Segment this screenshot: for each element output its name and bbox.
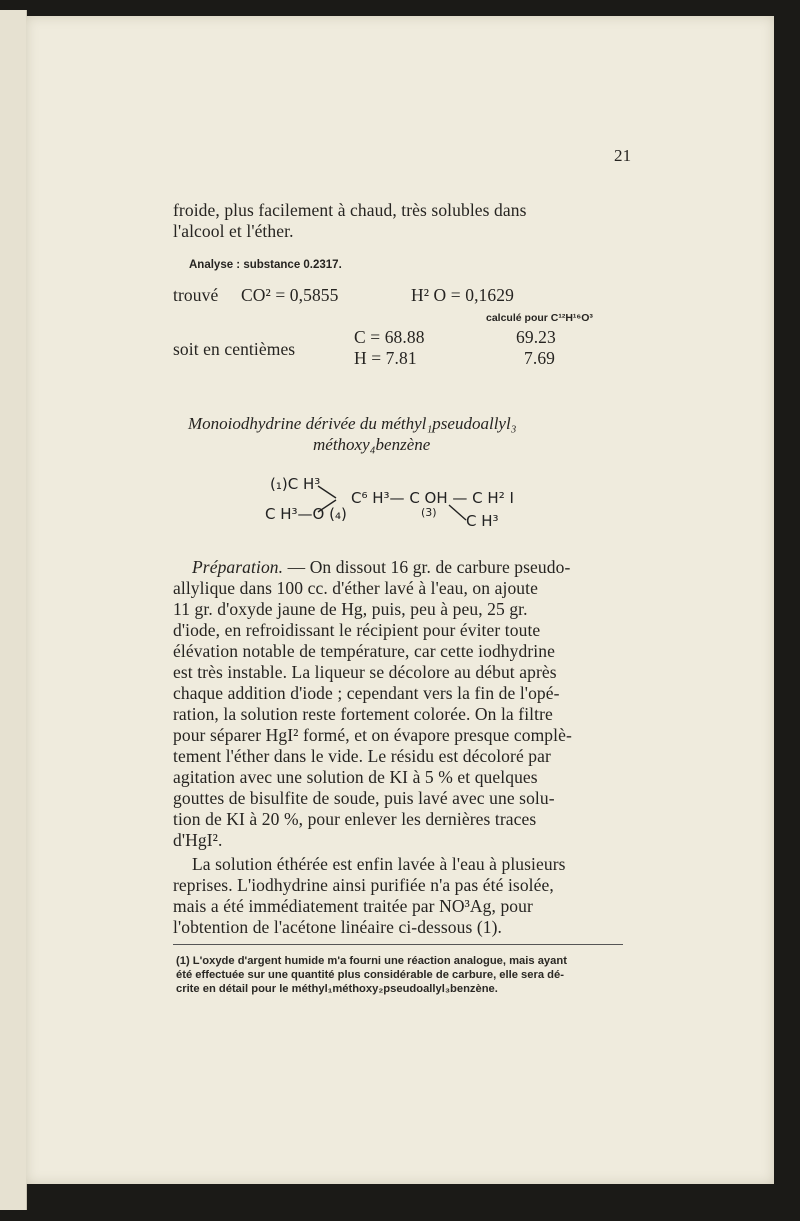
formula-branch-methyl: C H³	[466, 512, 499, 530]
para1-line-2: allylique dans 100 cc. d'éther lavé à l'eau, on ajoute	[173, 578, 538, 598]
section-title-line-2: méthoxy₄benzène	[313, 435, 431, 454]
para2-line-1: La solution éthérée est enfin lavée à l'eau à plusieurs	[192, 854, 566, 874]
found-label: trouvé	[173, 285, 219, 305]
para1-line-14: d'HgI².	[173, 830, 223, 850]
para1-line-4: d'iode, en refroidissant le récipient pour éviter toute	[173, 620, 541, 640]
para2-line-2: reprises. L'iodhydrine ainsi purifiée n'a pas été isolée,	[173, 875, 554, 895]
para1-line-5: élévation notable de température, car cette iodhydrine	[173, 641, 555, 661]
book-page	[26, 16, 774, 1184]
para1-line-8: ration, la solution reste fortement colorée. On la filtre	[173, 704, 553, 724]
para2-line-4: l'obtention de l'acétone linéaire ci-dessous (1).	[173, 917, 503, 937]
para1-line-9: pour séparer HgI² formé, et on évapore presque complè-	[173, 725, 572, 745]
formula-bonds	[306, 480, 496, 530]
footnote-rule	[173, 944, 623, 945]
preparation-heading: Préparation.	[192, 557, 284, 577]
percent-label: soit en centièmes	[173, 339, 296, 359]
intro-line-1: froide, plus facilement à chaud, très solubles dans	[173, 200, 527, 220]
para1-line-3: 11 gr. d'oxyde jaune de Hg, puis, peu à peu, 25 gr.	[173, 599, 528, 619]
para1-line-7: chaque addition d'iode ; cependant vers la fin de l'opé-	[173, 683, 560, 703]
formula-methyl: (₁)C H³	[270, 475, 321, 493]
h-calc: 7.69	[524, 348, 556, 368]
footnote-line-1: (1) L'oxyde d'argent humide m'a fourni une réaction analogue, mais ayant	[176, 955, 567, 967]
calc-label: calculé pour C¹²H¹⁶O³	[486, 312, 593, 324]
footnote-line-3: crite en détail pour le méthyl₁méthoxy₂pseudoallyl₃benzène.	[176, 983, 498, 995]
para1-line-1-rest: — On dissout 16 gr. de carbure pseudo-	[283, 557, 571, 577]
page-number: 21	[614, 146, 632, 165]
para1-line-12: gouttes de bisulfite de soude, puis lavé avec une solu-	[173, 788, 555, 808]
para1-line-10: tement l'éther dans le vide. Le résidu est décoloré par	[173, 746, 551, 766]
footnote-line-2: été effectuée sur une quantité plus considérable de carbure, elle sera dé-	[176, 969, 564, 981]
para1-line-11: agitation avec une solution de KI à 5 % et quelques	[173, 767, 538, 787]
intro-line-2: l'alcool et l'éther.	[173, 221, 294, 241]
formula-position: (3)	[421, 506, 437, 519]
formula-chain: C⁶ H³— C OH — C H² I	[351, 489, 514, 507]
h2o-value: H² O = 0,1629	[411, 285, 514, 305]
formula-methoxy: C H³—O (₄)	[265, 505, 347, 523]
para1-line-1	[192, 557, 570, 578]
analysis-label: Analyse : substance 0.2317.	[189, 259, 342, 271]
h-found: H = 7.81	[354, 348, 417, 368]
c-found: C = 68.88	[354, 327, 425, 347]
section-title-line-1: Monoiodhydrine dérivée du méthyl₁pseudoallyl₃	[188, 414, 517, 433]
facing-page-edge	[0, 10, 27, 1210]
para1-line-6: est très instable. La liqueur se décolore au début après	[173, 662, 557, 682]
co2-value: CO² = 0,5855	[241, 285, 339, 305]
c-calc: 69.23	[516, 327, 556, 347]
para1-line-13: tion de KI à 20 %, pour enlever les dernières traces	[173, 809, 537, 829]
para2-line-3: mais a été immédiatement traitée par NO³Ag, pour	[173, 896, 533, 916]
